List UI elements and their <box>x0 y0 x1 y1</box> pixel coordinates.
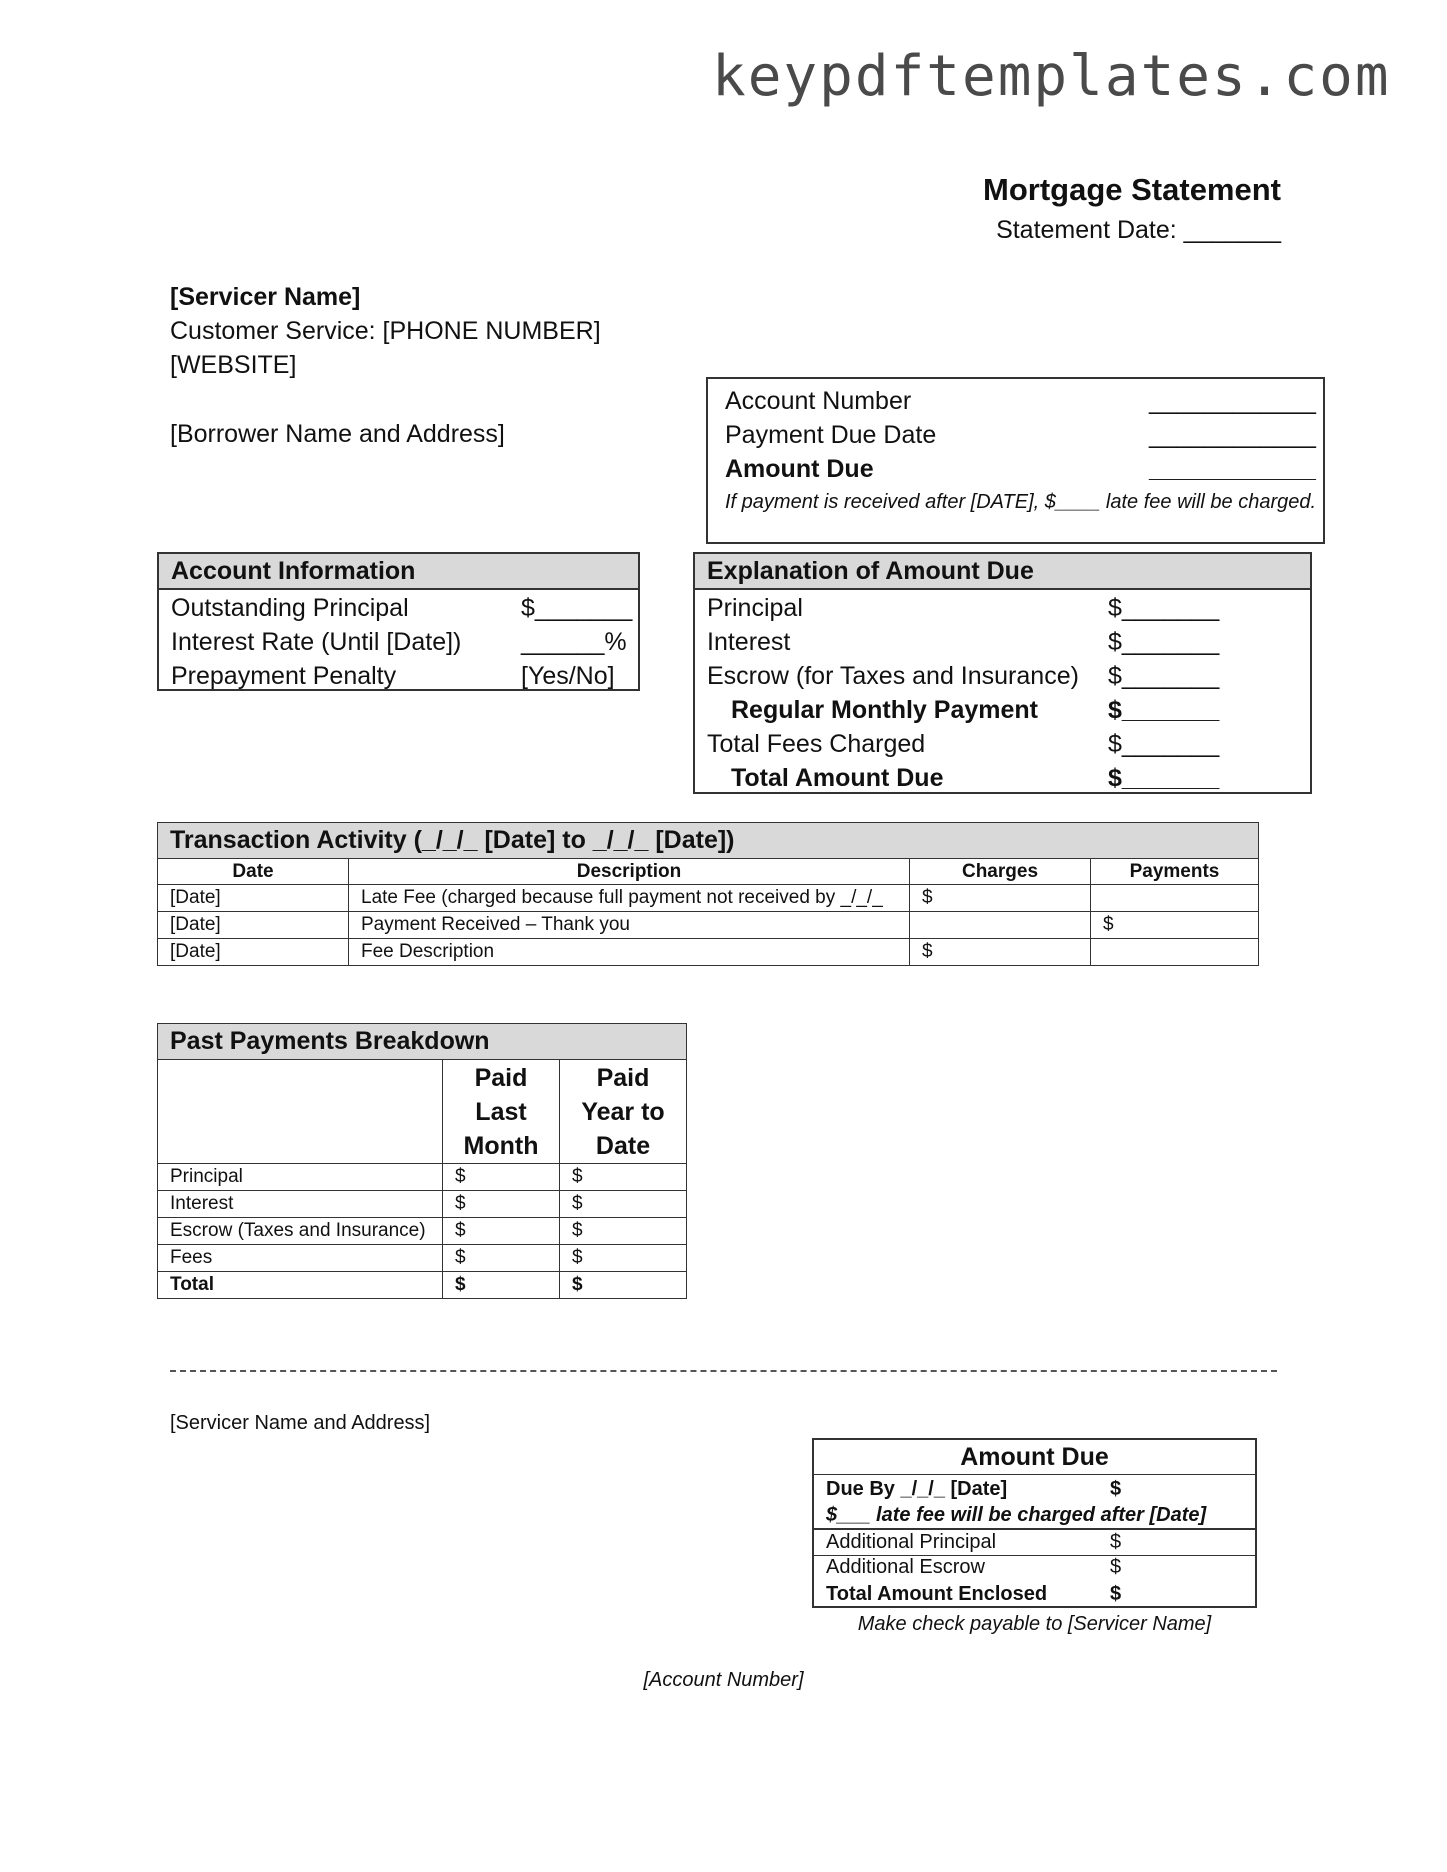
additional-escrow-row: Additional Escrow $ <box>814 1555 1255 1556</box>
column-header: Description <box>349 859 910 885</box>
payment-due-value: ____________ <box>1149 421 1316 449</box>
customer-service: Customer Service: [PHONE NUMBER] <box>170 317 601 345</box>
column-header: Payments <box>1091 859 1259 885</box>
transaction-table <box>157 822 1259 966</box>
website: [WEBSITE] <box>170 351 297 379</box>
past-payments-table <box>157 1023 687 1299</box>
explanation-heading: Explanation of Amount Due <box>695 554 1310 590</box>
table-row: [Date] Payment Received – Thank you $ <box>158 912 1259 939</box>
column-header: Paid Year to Date <box>560 1060 687 1164</box>
transaction-heading: Transaction Activity (_/_/_ [Date] to _/_/_ [Date]) <box>158 823 1259 859</box>
past-payments-heading: Past Payments Breakdown <box>158 1024 687 1060</box>
servicer-name: [Servicer Name] <box>170 283 361 311</box>
table-row: Total $ $ <box>158 1272 687 1299</box>
coupon-heading: Amount Due <box>814 1440 1255 1475</box>
account-number-value: ____________ <box>1149 387 1316 415</box>
coupon-account-number: [Account Number] <box>643 1669 804 1691</box>
table-row: Principal $ $ <box>158 1164 687 1191</box>
watermark: keypdftemplates.com <box>712 44 1391 109</box>
table-row: Escrow (Taxes and Insurance) $ $ <box>158 1218 687 1245</box>
column-header: Paid Last Month <box>443 1060 560 1164</box>
table-row: [Date] Late Fee (charged because full payment not received by _/_/_ $ <box>158 885 1259 912</box>
explanation-box: Explanation of Amount Due Principal $_______ Interest $_______ Escrow (for Taxes and Insurance) $_______ Regular Monthly Payment $_______ Total Fees Charged $_______ Total Amount Due $_______ <box>693 552 1312 794</box>
account-information-box: Account Information Outstanding Principal $_______ Interest Rate (Until [Date]) ______% Prepayment Penalty [Yes/No] <box>157 552 640 691</box>
coupon-box: Amount Due Due By _/_/_ [Date] $ $___ late fee will be charged after [Date] Additional Principal $ Additional Escrow $ Total Amount Enclosed $ <box>812 1438 1257 1608</box>
statement-date: Statement Date: _______ <box>996 216 1281 244</box>
column-header: Charges <box>910 859 1091 885</box>
account-number-label: Account Number <box>725 387 912 415</box>
table-row: Fees $ $ <box>158 1245 687 1272</box>
amount-due-value: ____________ <box>1149 455 1316 483</box>
page-title: Mortgage Statement <box>983 172 1281 207</box>
servicer-address: [Servicer Name and Address] <box>170 1412 431 1434</box>
borrower-address: [Borrower Name and Address] <box>170 420 505 448</box>
payable-note: Make check payable to [Servicer Name] <box>857 1613 1212 1635</box>
account-summary-box: Account Number ____________ Payment Due Date ____________ Amount Due ____________ If payment is received after [DATE], $____ late fee will be charged. <box>706 377 1325 544</box>
amount-due-label: Amount Due <box>725 455 874 483</box>
late-fee-row: $___ late fee will be charged after [Date] <box>814 1502 1255 1530</box>
table-row: [Date] Fee Description $ <box>158 939 1259 966</box>
account-information-heading: Account Information <box>159 554 638 590</box>
table-row: Interest $ $ <box>158 1191 687 1218</box>
cut-line <box>170 1370 1277 1372</box>
payment-due-label: Payment Due Date <box>725 421 937 449</box>
column-header: Date <box>158 859 349 885</box>
